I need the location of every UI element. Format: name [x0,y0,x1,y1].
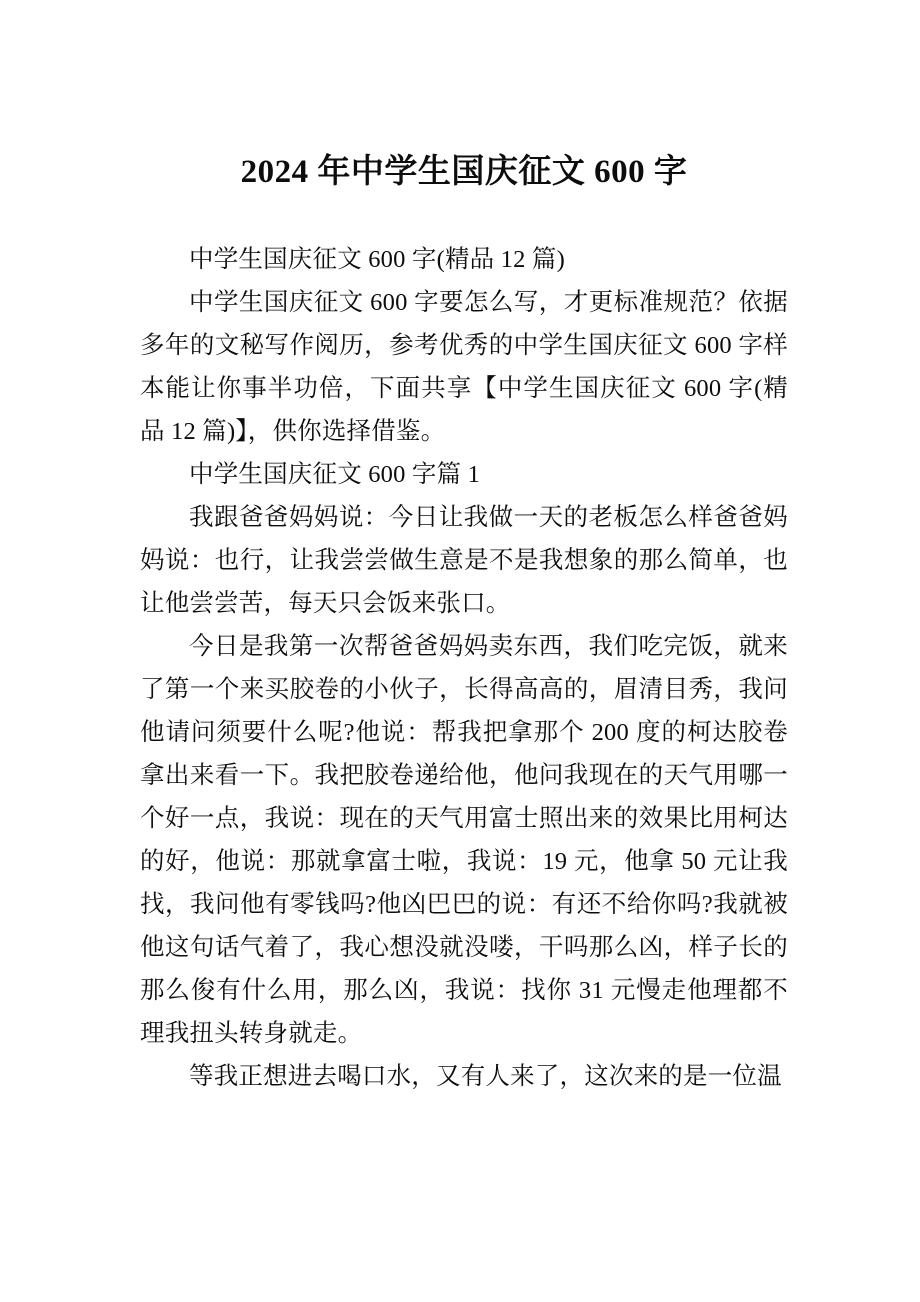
page-title: 2024 年中学生国庆征文 600 字 [240,154,688,190]
paragraph-body-3: 等我正想进去喝口水，又有人来了，这次来的是一位温 [189,1063,782,1090]
paragraph-body-2: 今日是我第一次帮爸爸妈妈卖东西，我们吃完饭，就来了第一个来买胶卷的小伙子，长得高高的，眉清目秀，我问他请问须要什么呢?他说：帮我把拿那个 200 度的柯达胶卷拿出来看一下。我把胶卷递给他，他问我现在的天气用哪一个好一点，我说：现在的天气用富士照出来的效果比用柯达的好，他说：那就拿富士啦，我说：19 元，他拿 50 元让我找，我问他有零钱吗?他凶巴巴的说：有还不给你吗?我就被他这句话气着了，我心想没就没喽，干吗那么凶，样子长的那么俊有什么用，那么凶，我说：找你 31 元慢走他理都不理我扭头转身就走。 [140,633,788,1047]
document-body [140,140,788,1098]
paragraph-intro: 中学生国庆征文 600 字要怎么写，才更标准规范？依据多年的文秘写作阅历，参考优秀的中学生国庆征文 600 字样本能让你事半功倍，下面共享【中学生国庆征文 600 字(精品 12 篇)】，供你选择借鉴。 [140,289,788,445]
paragraph-lead-title-line: 中学生国庆征文 600 字(精品 12 篇) [189,246,565,273]
paragraph-body-1: 我跟爸爸妈妈说：今日让我做一天的老板怎么样爸爸妈妈说：也行，让我尝尝做生意是不是我想象的那么简单，也让他尝尝苦，每天只会饭来张口。 [140,504,788,617]
paragraph-section-heading-1: 中学生国庆征文 600 字篇 1 [189,461,481,488]
title-spacer [140,196,788,238]
